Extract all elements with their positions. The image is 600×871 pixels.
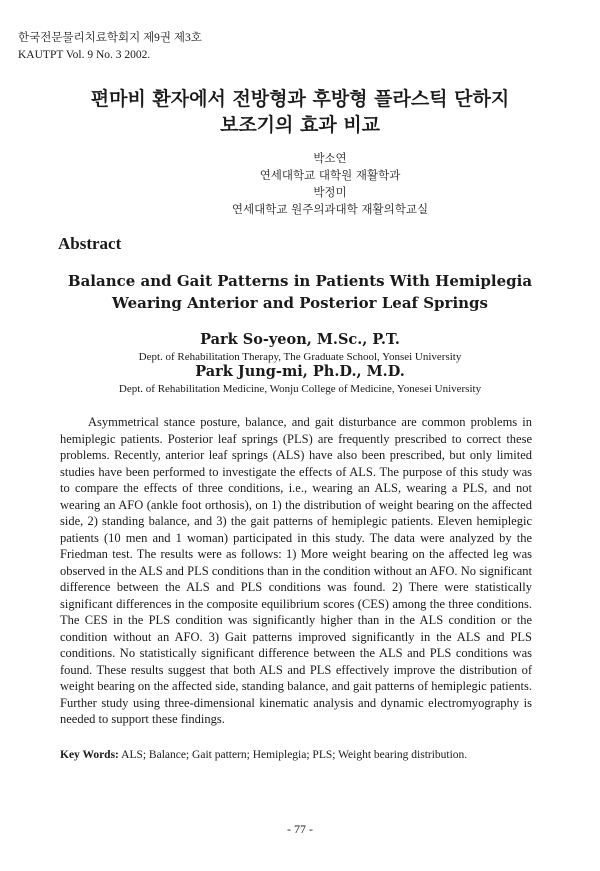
english-title-line-1: Balance and Gait Patterns in Patients With Hemiplegia xyxy=(67,272,533,290)
korean-author-2: 박정미 xyxy=(313,185,347,199)
english-title-line-2: Wearing Anterior and Posterior Leaf Springs xyxy=(112,294,488,312)
keywords-value: ALS; Balance; Gait pattern; Hemiplegia; PLS; Weight bearing distribution. xyxy=(121,749,468,761)
english-author-2-name: Park Jung-mi, Ph.D., M.D. xyxy=(195,363,405,380)
korean-title-line-2: 보조기의 효과 비교 xyxy=(219,114,381,136)
english-author-2-affiliation: Dept. of Rehabilitation Medicine, Wonju College of Medicine, Yonesei University xyxy=(118,383,482,395)
journal-name-english: KAUTPT Vol. 9 No. 3 2002. xyxy=(18,49,151,61)
abstract-heading: Abstract xyxy=(58,234,122,253)
english-author-1-name: Park So-yeon, M.Sc., P.T. xyxy=(200,331,400,348)
korean-affiliation-2: 연세대학교 원주의과대학 재활의학교실 xyxy=(231,202,429,216)
korean-title xyxy=(0,86,600,138)
english-author-2-block xyxy=(0,362,600,396)
page-number: - 77 - xyxy=(287,822,313,836)
keywords-label: Key Words: xyxy=(60,749,119,761)
korean-affiliation-1: 연세대학교 대학원 재활학과 xyxy=(259,168,401,182)
korean-author-list xyxy=(0,150,600,218)
journal-header xyxy=(18,30,202,64)
korean-author-1: 박소연 xyxy=(313,151,347,165)
korean-title-line-1: 편마비 환자에서 전방형과 후방형 플라스틱 단하지 xyxy=(90,88,510,110)
english-author-1-affiliation: Dept. of Rehabilitation Therapy, The Graduate School, Yonsei University xyxy=(138,351,462,363)
keywords-line xyxy=(60,749,467,761)
abstract-body: Asymmetrical stance posture, balance, and gait disturbance are common problems in hemiplegic patients. Posterior leaf springs (PLS) are frequently prescribed to correct these problems. Recently, anterior leaf springs (ALS) have also been prescribed, but only limited studies have been performed to investigate the effects of ALS. The purpose of this study was to compare the effects of three conditions, i.e., wearing an ALS, wearing a PLS, and not wearing an AFO (ankle foot orthosis), on 1) the distribution of weight bearing on the affected side, 2) standing balance, and 3) the gait patterns of hemiplegic patients. Eleven hemiplegic patients (10 men and 1 woman) participated in this study. The data were analyzed by the Friedman test. The results were as follows: 1) More weight bearing on the affected leg was observed in the ALS and PLS conditions than in the condition without an AFO. No significant difference between the ALS and PLS conditions was found. 2) There were statistically significant differences in the composite equilibrium scores (CES) among the three conditions. The CES in the PLS condition was significantly higher than in the ALS condition or the condition without an AFO. 3) Gait patterns improved significantly in the ALS and PLS conditions. No statistically significant difference between the ALS and PLS conditions was found. These results suggest that both ALS and PLS effectively improve the distribution of weight bearing on the affected side, standing balance, and gait patterns of hemiplegic patients. Further study using three-dimensional kinematic analysis and dynamic electromyography is needed to support these findings. xyxy=(60,415,532,726)
journal-name-korean: 한국전문물리치료학회지 제9권 제3호 xyxy=(18,32,202,44)
english-title xyxy=(0,270,600,314)
english-author-1-block xyxy=(0,330,600,364)
